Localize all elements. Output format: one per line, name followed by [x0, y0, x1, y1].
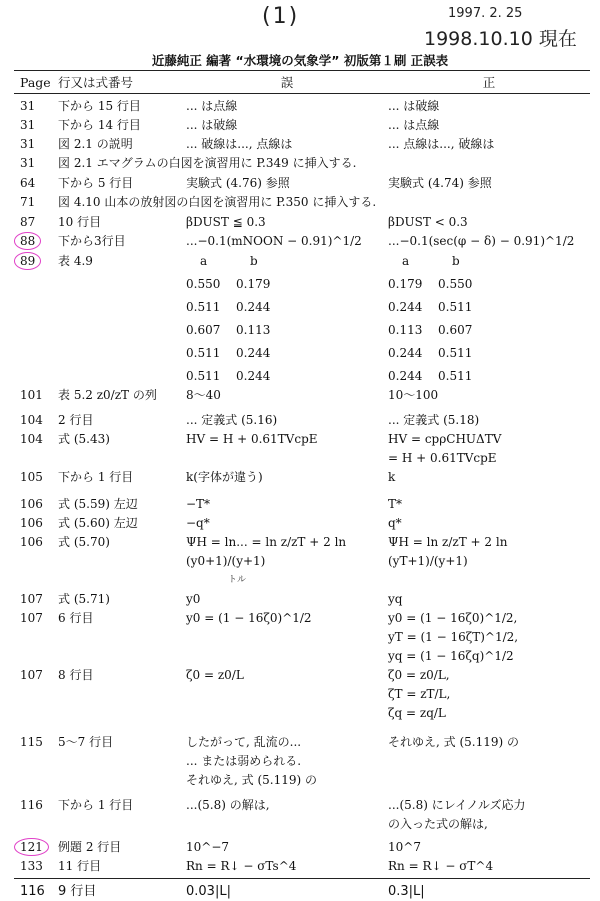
wrong-line: HV = H + 0.61TVcpE [186, 432, 318, 446]
table-row [14, 430, 590, 468]
wrong-cell [186, 213, 388, 232]
row-location: 式 (5.43) [58, 432, 110, 446]
page-number-cell: 105 [20, 470, 43, 484]
row-page [14, 857, 58, 876]
correct-line: ... 点線は..., 破線は [388, 137, 495, 151]
table-row [14, 590, 590, 609]
table49-row [388, 367, 590, 386]
wrong-cell [186, 135, 388, 154]
table49-value: 0.511 [186, 346, 221, 360]
table-row [14, 154, 590, 173]
correct-line: = H + 0.61TVcpE [388, 451, 497, 465]
row-location: 9 行目 [58, 884, 97, 899]
wrong-cell [186, 411, 388, 430]
row-location: 下から 5 行目 [58, 176, 134, 190]
correct-line: yT = (1 − 16ζT)^1/2, [388, 630, 519, 644]
wrong-line: 8〜40 [186, 388, 221, 402]
date-current: 1998.10.10 現在 [424, 28, 577, 50]
correct-line: HV = cpρCHUΔTV [388, 432, 502, 446]
errata-table [14, 70, 590, 901]
row-page [14, 97, 58, 116]
table-row [14, 174, 590, 193]
wrong-line: ... 破線は..., 点線は [186, 137, 293, 151]
correct-line: の入った式の解は, [388, 817, 488, 831]
wrong-cell [186, 232, 388, 251]
correct-cell [388, 213, 590, 232]
table49-value: 0.179 [388, 277, 423, 291]
table49-value: 0.244 [388, 346, 423, 360]
row-location: 式 (5.70) [58, 535, 110, 549]
page-number-cell: 31 [20, 99, 36, 113]
wrong-line: 実験式 (4.76) 参照 [186, 176, 290, 190]
table49-row [388, 298, 590, 317]
row-page [14, 590, 58, 609]
table49-value: 0.244 [236, 369, 271, 383]
wrong-cell [186, 857, 388, 876]
correct-cell [388, 882, 590, 901]
table49-value: 0.511 [186, 300, 221, 314]
wrong-line: −q* [186, 516, 210, 530]
correct-cell [388, 116, 590, 135]
table-row [14, 878, 590, 901]
correct-cell [388, 533, 590, 571]
header-page: Page [20, 74, 51, 90]
table-row [14, 213, 590, 232]
correct-line: k [388, 470, 396, 484]
table-body [14, 94, 590, 901]
page-number-cell: 101 [20, 388, 43, 402]
correct-line: yq [388, 592, 403, 606]
page-number-cell: 31 [20, 118, 36, 132]
correct-cell [388, 135, 590, 154]
page-number-cell: 71 [20, 195, 36, 209]
row-page [14, 135, 58, 154]
page-number-cell: 106 [20, 516, 43, 530]
correct-line: 実験式 (4.74) 参照 [388, 176, 492, 190]
correct-cell [388, 666, 590, 723]
table-row [14, 838, 590, 857]
wrong-line: ...(5.8) の解は, [186, 798, 270, 812]
row-page [14, 533, 58, 552]
row-location: 式 (5.71) [58, 592, 110, 606]
correct-line: ... 定義式 (5.18) [388, 413, 480, 427]
table49-value: 0.244 [236, 300, 271, 314]
date-original: 1997. 2. 25 [448, 6, 523, 21]
correct-cell [388, 252, 590, 386]
row-page [14, 386, 58, 405]
wrong-line: ...−0.1(mNOON − 0.91)^1/2 [186, 234, 362, 248]
correct-cell [388, 838, 590, 857]
row-note: 図 4.10 山本の放射図の白図を演習用に P.350 に挿入する. [58, 195, 377, 209]
table-row [14, 514, 590, 533]
table-row [14, 857, 590, 876]
wrong-cell [186, 495, 388, 514]
page-number-cell: 116 [20, 798, 43, 812]
table49-value: 0.607 [186, 323, 221, 337]
page-number-cell: 87 [20, 215, 36, 229]
row-page [14, 838, 58, 857]
table-row [14, 468, 590, 487]
table-row [14, 533, 590, 590]
correct-cell [388, 232, 590, 251]
table-row [14, 411, 590, 430]
page-number-cell: 88 [14, 232, 41, 250]
row-page [14, 514, 58, 533]
row-location: 6 行目 [58, 611, 94, 625]
wrong-cell [186, 468, 388, 487]
correct-line: 10〜100 [388, 388, 439, 402]
wrong-cell [186, 796, 388, 815]
correct-cell [388, 590, 590, 609]
row-page [14, 666, 58, 685]
table49-col-header: b [250, 254, 258, 268]
page-number-cell: 116 [20, 884, 45, 899]
row-page [14, 193, 58, 212]
correct-cell [388, 430, 590, 468]
correct-cell [388, 174, 590, 193]
header-location: 行又は式番号 [58, 75, 134, 90]
table-row [14, 386, 590, 405]
page-number-cell: 31 [20, 137, 36, 151]
row-location: 例題 2 行目 [58, 840, 122, 854]
wrong-cell [186, 590, 388, 609]
table-row [14, 733, 590, 790]
table49-value: 0.511 [186, 369, 221, 383]
page-number-cell: 107 [20, 668, 43, 682]
wrong-cell [186, 252, 388, 386]
wrong-cell [186, 386, 388, 405]
correct-line: Rn = R↓ − σT^4 [388, 859, 494, 873]
row-page [14, 495, 58, 514]
wrong-cell [186, 609, 388, 628]
wrong-cell [186, 733, 388, 790]
table49-value: 0.607 [438, 323, 473, 337]
table49-header [186, 252, 388, 271]
table49-col-header: a [402, 254, 410, 268]
table49-row [186, 321, 388, 340]
row-location: 2 行目 [58, 413, 94, 427]
row-page [14, 411, 58, 430]
correct-line: ζT = zT/L, [388, 687, 451, 701]
table-row [14, 97, 590, 116]
correct-line: ...(5.8) にレイノルズ応力 [388, 798, 526, 812]
table49-value: 0.113 [388, 323, 423, 337]
correct-cell [388, 411, 590, 430]
table49-col-header: b [452, 254, 460, 268]
row-page [14, 174, 58, 193]
table-row [14, 193, 590, 212]
correct-line: βDUST < 0.3 [388, 215, 468, 229]
wrong-cell [186, 666, 388, 685]
correct-cell [388, 97, 590, 116]
row-location: 5〜7 行目 [58, 735, 114, 749]
table-row [14, 232, 590, 251]
handwritten-annotation: トル [228, 575, 247, 585]
correct-line: 10^7 [388, 840, 421, 854]
table-row [14, 116, 590, 135]
page-number-cell: 31 [20, 156, 36, 170]
wrong-cell [186, 514, 388, 533]
page-number-cell: 106 [20, 535, 43, 549]
wrong-line: ... は点線 [186, 99, 238, 113]
row-note: 図 2.1 エマグラムの白図を演習用に P.349 に挿入する. [58, 156, 357, 170]
table49-row [388, 275, 590, 294]
correct-line: ζ0 = z0/L, [388, 668, 450, 682]
correct-line: 0.3|L| [388, 884, 425, 899]
table49-row [186, 344, 388, 363]
document-title: 近藤純正 編著 “水環境の気象学” 初版第１刷 正誤表 [151, 53, 449, 68]
page-number: (1) [262, 4, 300, 29]
page-number-cell: 115 [20, 735, 43, 749]
wrong-line: ΨH = ln... = ln z/zT + 2 ln (y0+1)/(y+1) [186, 535, 347, 568]
correct-cell [388, 386, 590, 405]
row-location: 図 2.1 の説明 [58, 137, 133, 151]
row-location: 表 4.9 [58, 254, 93, 268]
table49-value: 0.511 [438, 346, 473, 360]
table49-row [186, 275, 388, 294]
correct-line: T* [388, 497, 403, 511]
row-location: 下から 15 行目 [58, 99, 141, 113]
correct-line: yq = (1 − 16ζq)^1/2 [388, 649, 514, 663]
table49-value: 0.550 [438, 277, 473, 291]
correct-cell [388, 609, 590, 666]
wrong-cell [186, 838, 388, 857]
row-location: 下から 14 行目 [58, 118, 141, 132]
page-number-cell: 121 [14, 838, 49, 856]
wrong-cell [186, 430, 388, 449]
page-number-cell: 107 [20, 611, 43, 625]
correct-line: それゆえ, 式 (5.119) の [388, 735, 519, 749]
wrong-cell [186, 533, 388, 590]
row-page [14, 213, 58, 232]
correct-cell [388, 514, 590, 533]
row-location: 11 行目 [58, 859, 102, 873]
row-page [14, 733, 58, 752]
table-row [14, 609, 590, 666]
wrong-line: ... 定義式 (5.16) [186, 413, 278, 427]
table49-value: 0.511 [438, 300, 473, 314]
table49-value: 0.244 [236, 346, 271, 360]
row-page [14, 116, 58, 135]
table-row [14, 252, 590, 386]
wrong-line: k(字体が違う) [186, 470, 263, 484]
correct-line: ΨH = ln z/zT + 2 ln (yT+1)/(y+1) [388, 535, 508, 568]
wrong-line: ζ0 = z0/L [186, 668, 244, 682]
page-number-cell: 107 [20, 592, 43, 606]
table49-col-header: a [200, 254, 208, 268]
correct-cell [388, 857, 590, 876]
header-wrong: 誤 [280, 75, 294, 90]
page-number-cell: 106 [20, 497, 43, 511]
row-location: 表 5.2 z0/zT の列 [58, 388, 157, 402]
wrong-line: それゆえ, 式 (5.119) の [186, 773, 317, 787]
row-location: 8 行目 [58, 668, 94, 682]
table-header [14, 71, 590, 93]
row-location: 下から3行目 [58, 234, 126, 248]
table-row [14, 495, 590, 514]
table49-row [388, 344, 590, 363]
wrong-line: ... は破線 [186, 118, 238, 132]
row-page [14, 232, 58, 251]
correct-cell [388, 796, 590, 834]
table49-value: 0.179 [236, 277, 271, 291]
correct-cell [388, 733, 590, 752]
table49-row [186, 298, 388, 317]
row-page [14, 609, 58, 628]
wrong-cell [186, 882, 388, 901]
correct-line: ... は点線 [388, 118, 440, 132]
row-location: 10 行目 [58, 215, 102, 229]
header-correct: 正 [482, 75, 496, 90]
correct-line: ... は破線 [388, 99, 440, 113]
row-location: 下から 1 行目 [58, 798, 134, 812]
correct-line: q* [388, 516, 402, 530]
wrong-line: βDUST ≦ 0.3 [186, 215, 266, 229]
wrong-cell [186, 174, 388, 193]
row-location: 式 (5.60) 左辺 [58, 516, 138, 530]
table49-row [388, 321, 590, 340]
wrong-line: 10^−7 [186, 840, 230, 854]
wrong-line: −T* [186, 497, 211, 511]
table49-value: 0.550 [186, 277, 221, 291]
table49-value: 0.244 [388, 300, 423, 314]
wrong-cell [186, 116, 388, 135]
correct-line: y0 = (1 − 16ζ0)^1/2, [388, 611, 518, 625]
wrong-line: y0 [186, 592, 201, 606]
table-row [14, 666, 590, 723]
correct-line: ζq = zq/L [388, 706, 446, 720]
page-number-cell: 104 [20, 413, 43, 427]
correct-line: ...−0.1(sec(φ − δ) − 0.91)^1/2 [388, 234, 575, 248]
page-number-cell: 64 [20, 176, 36, 190]
wrong-line: Rn = R↓ − σTs^4 [186, 859, 297, 873]
correct-cell [388, 495, 590, 514]
page-number-cell: 104 [20, 432, 43, 446]
table49-header [388, 252, 590, 271]
row-page [14, 154, 58, 173]
table49-value: 0.113 [236, 323, 271, 337]
row-page [14, 882, 58, 901]
row-page [14, 252, 58, 271]
wrong-line: したがって, 乱流の... [186, 735, 302, 749]
page-number-cell: 133 [20, 859, 43, 873]
row-location: 下から 1 行目 [58, 470, 134, 484]
correct-cell [388, 468, 590, 487]
table-row [14, 796, 590, 834]
table-row [14, 135, 590, 154]
wrong-line: 0.03|L| [186, 884, 231, 899]
row-location: 式 (5.59) 左辺 [58, 497, 138, 511]
page-number-cell: 89 [14, 252, 41, 270]
row-page [14, 796, 58, 815]
wrong-cell [186, 97, 388, 116]
wrong-line: y0 = (1 − 16ζ0)^1/2 [186, 611, 312, 625]
table49-value: 0.511 [438, 369, 473, 383]
table49-row [186, 367, 388, 386]
table49-value: 0.244 [388, 369, 423, 383]
row-page [14, 430, 58, 449]
row-page [14, 468, 58, 487]
wrong-line: ... または弱められる. [186, 754, 302, 768]
